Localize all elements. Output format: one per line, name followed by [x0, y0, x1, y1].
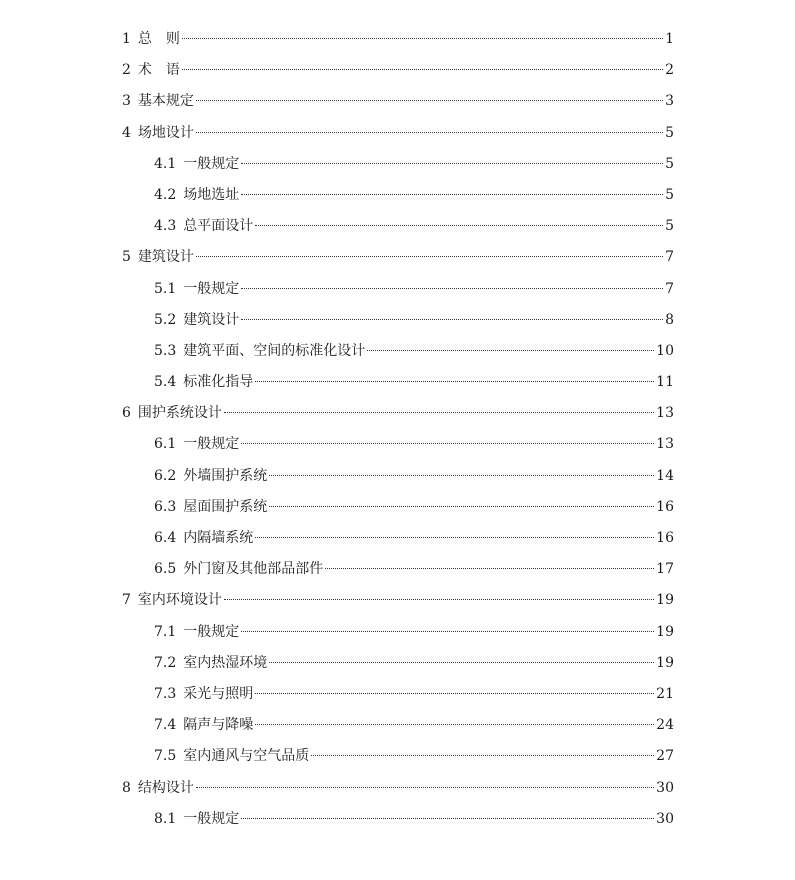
dot-leader — [196, 132, 663, 133]
toc-entry-line — [122, 398, 674, 429]
toc-entry-title: 结构设计 — [137, 779, 194, 796]
dot-leader — [255, 724, 654, 725]
toc-entry-page-number: 27 — [656, 748, 674, 765]
toc-entry-line — [154, 211, 674, 242]
toc-entry-number: 4.3 — [154, 218, 177, 235]
toc-entry-page-number: 5 — [665, 155, 674, 172]
dot-leader — [241, 288, 663, 289]
toc-entry-line — [154, 523, 674, 554]
toc-entry-number: 5.2 — [154, 311, 177, 328]
toc-entry[interactable] — [0, 149, 795, 180]
toc-entry-number: 5 — [122, 249, 131, 266]
toc-entry-line — [154, 305, 674, 336]
toc-entry-number: 3 — [122, 93, 131, 110]
toc-entry-page-number: 30 — [656, 810, 674, 827]
toc-entry-page-number: 14 — [656, 467, 674, 484]
toc-entry-title: 场地选址 — [183, 186, 240, 203]
toc-entry-line — [122, 86, 674, 117]
toc-entry[interactable] — [0, 55, 795, 86]
toc-entry[interactable] — [0, 24, 795, 55]
toc-entry-title: 外门窗及其他部品部件 — [183, 561, 324, 578]
dot-leader — [311, 755, 654, 756]
toc-entry[interactable] — [0, 211, 795, 242]
toc-entry[interactable] — [0, 773, 795, 804]
toc-entry-number: 5.3 — [154, 342, 177, 359]
toc-entry-title: 室内环境设计 — [137, 592, 222, 609]
dot-leader — [255, 381, 654, 382]
dot-leader — [241, 163, 663, 164]
toc-entry[interactable] — [0, 554, 795, 585]
toc-entry[interactable] — [0, 86, 795, 117]
toc-entry-title: 屋面围护系统 — [183, 498, 268, 515]
toc-entry[interactable] — [0, 367, 795, 398]
toc-entry-page-number: 5 — [665, 124, 674, 141]
toc-entry-number: 7.2 — [154, 654, 177, 671]
toc-entry-number: 6 — [122, 405, 131, 422]
toc-entry-title: 一般规定 — [183, 155, 240, 172]
toc-entry[interactable] — [0, 585, 795, 616]
toc-entry-number: 4.1 — [154, 155, 177, 172]
dot-leader — [269, 506, 654, 507]
toc-entry[interactable] — [0, 305, 795, 336]
toc-entry-title: 采光与照明 — [183, 685, 254, 702]
toc-entry-number: 4.2 — [154, 186, 177, 203]
dot-leader — [269, 662, 654, 663]
toc-entry-number: 6.4 — [154, 530, 177, 546]
toc-entry-line — [122, 773, 674, 804]
toc-entry-title: 一般规定 — [183, 810, 240, 827]
toc-entry-number: 8.1 — [154, 810, 177, 827]
toc-entry-line — [154, 617, 674, 648]
toc-entry[interactable] — [0, 274, 795, 305]
toc-entry[interactable] — [0, 429, 795, 460]
toc-entry-page-number: 16 — [656, 530, 674, 546]
toc-entry-title: 术 语 — [137, 62, 180, 79]
dot-leader — [325, 568, 654, 569]
toc-entry-number: 6.3 — [154, 498, 177, 515]
dot-leader — [269, 475, 654, 476]
toc-entry-number: 7.3 — [154, 685, 177, 702]
toc-entry-page-number: 5 — [665, 218, 674, 235]
toc-entry-title: 外墙围护系统 — [183, 467, 268, 484]
dot-leader — [196, 256, 663, 257]
toc-entry-page-number: 5 — [665, 186, 674, 203]
toc-entry-line — [154, 367, 674, 398]
toc-entry-number: 6.2 — [154, 467, 177, 484]
toc-entry-page-number: 11 — [656, 374, 674, 391]
toc-entry-line — [154, 710, 674, 741]
dot-leader — [241, 443, 654, 444]
toc-entry-page-number: 1 — [665, 31, 674, 47]
toc-entry[interactable] — [0, 242, 795, 273]
toc-entry-line — [154, 180, 674, 211]
toc-entry[interactable] — [0, 461, 795, 492]
toc-entry[interactable] — [0, 679, 795, 710]
dot-leader — [255, 537, 654, 538]
dot-leader — [182, 38, 663, 39]
toc-entry-number: 7 — [122, 592, 131, 609]
toc-entry-title: 建筑设计 — [183, 311, 240, 328]
toc-entry-line — [154, 554, 674, 585]
toc-entry-line — [122, 24, 674, 55]
toc-entry-title: 一般规定 — [183, 623, 240, 640]
dot-leader — [241, 319, 663, 320]
toc-entry-number: 2 — [122, 62, 131, 79]
toc-entry-page-number: 8 — [665, 311, 674, 328]
toc-entry-title: 场地设计 — [137, 124, 194, 141]
toc-entry-title: 一般规定 — [183, 280, 240, 297]
toc-entry-number: 7.4 — [154, 717, 177, 734]
toc-entry-number: 1 — [122, 31, 131, 47]
toc-entry[interactable] — [0, 336, 795, 367]
toc-entry-title: 一般规定 — [183, 436, 240, 453]
toc-entry-line — [122, 242, 674, 273]
toc-entry-page-number: 17 — [656, 561, 674, 578]
toc-entry-number: 7.5 — [154, 748, 177, 765]
toc-entry-page-number: 7 — [665, 280, 674, 297]
toc-entry-number: 4 — [122, 124, 131, 141]
toc-entry-line — [154, 679, 674, 710]
dot-leader — [241, 194, 663, 195]
toc-entry-title: 内隔墙系统 — [183, 530, 254, 546]
toc-entry[interactable] — [0, 398, 795, 429]
dot-leader — [196, 787, 654, 788]
toc-entry-line — [154, 336, 674, 367]
dot-leader — [367, 350, 654, 351]
toc-entry-line — [154, 274, 674, 305]
toc-entry-title: 建筑平面、空间的标准化设计 — [183, 342, 366, 359]
toc-entry[interactable] — [0, 741, 795, 772]
toc-entry-line — [154, 492, 674, 523]
toc-entry-number: 5.1 — [154, 280, 177, 297]
toc-entry-page-number: 2 — [665, 62, 674, 79]
toc-entry[interactable] — [0, 648, 795, 679]
toc-entry-title: 建筑设计 — [137, 249, 194, 266]
toc-entry[interactable] — [0, 118, 795, 149]
toc-entry-number: 8 — [122, 779, 131, 796]
toc-entry-number: 6.5 — [154, 561, 177, 578]
toc-entry-line — [154, 804, 674, 835]
toc-entry[interactable] — [0, 180, 795, 211]
toc-entry-line — [122, 55, 674, 86]
dot-leader — [196, 100, 663, 101]
toc-entry-page-number: 19 — [656, 654, 674, 671]
toc-entry[interactable] — [0, 492, 795, 523]
dot-leader — [224, 412, 654, 413]
toc-entry-title: 隔声与降噪 — [183, 717, 254, 734]
toc-entry-number: 6.1 — [154, 436, 177, 453]
toc-entry-page-number: 21 — [656, 685, 674, 702]
toc-entry-line — [122, 585, 674, 616]
toc-entry[interactable] — [0, 617, 795, 648]
toc-entry-title: 总 则 — [137, 31, 180, 47]
toc-entry-title: 围护系统设计 — [137, 405, 222, 422]
table-of-contents — [0, 24, 795, 835]
toc-entry-line — [154, 461, 674, 492]
toc-entry-title: 总平面设计 — [183, 218, 254, 235]
toc-entry-line — [154, 429, 674, 460]
toc-entry-page-number: 13 — [656, 405, 674, 422]
toc-entry-page-number: 10 — [656, 342, 674, 359]
toc-entry-line — [154, 648, 674, 679]
toc-entry-line — [154, 149, 674, 180]
toc-entry-page-number: 19 — [656, 592, 674, 609]
toc-entry-title: 标准化指导 — [183, 374, 254, 391]
dot-leader — [241, 631, 654, 632]
toc-entry-page-number: 13 — [656, 436, 674, 453]
toc-entry-title: 室内通风与空气品质 — [183, 748, 310, 765]
toc-entry-page-number: 3 — [665, 93, 674, 110]
toc-entry-number: 7.1 — [154, 623, 177, 640]
toc-entry-title: 基本规定 — [137, 93, 194, 110]
toc-entry-page-number: 16 — [656, 498, 674, 515]
toc-entry-number: 5.4 — [154, 374, 177, 391]
dot-leader — [224, 599, 654, 600]
dot-leader — [182, 69, 663, 70]
toc-entry-title: 室内热湿环境 — [183, 654, 268, 671]
toc-entry-page-number: 30 — [656, 779, 674, 796]
toc-entry-page-number: 7 — [665, 249, 674, 266]
dot-leader — [255, 225, 663, 226]
toc-entry-line — [154, 741, 674, 772]
toc-entry[interactable] — [0, 523, 795, 554]
toc-entry-page-number: 24 — [656, 717, 674, 734]
toc-entry-page-number: 19 — [656, 623, 674, 640]
dot-leader — [241, 818, 654, 819]
toc-entry[interactable] — [0, 710, 795, 741]
toc-entry[interactable] — [0, 804, 795, 835]
dot-leader — [255, 693, 654, 694]
toc-entry-line — [122, 118, 674, 149]
